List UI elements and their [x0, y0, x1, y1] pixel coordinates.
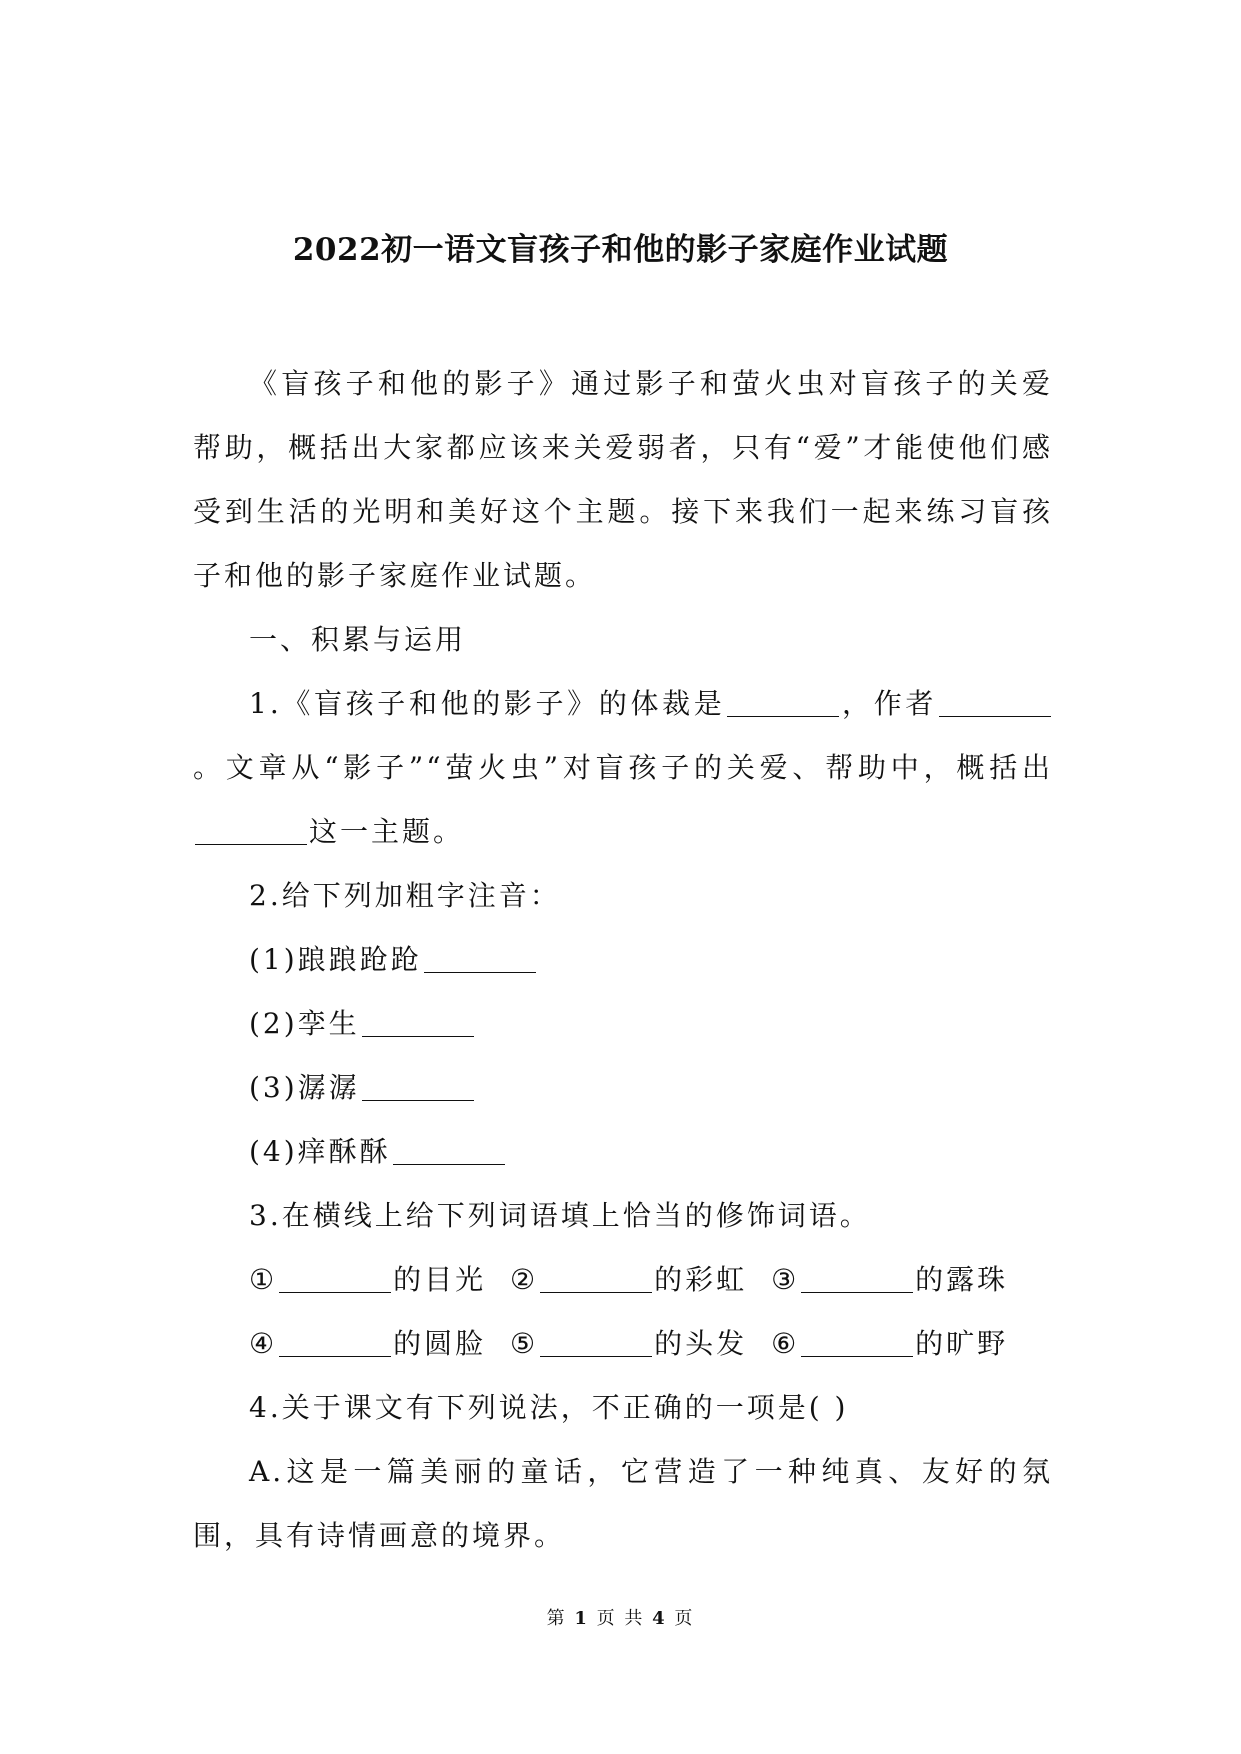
- document-title: 2022初一语文盲孩子和他的影子家庭作业试题: [292, 232, 949, 268]
- question-2-item: [193, 1056, 1053, 1120]
- answer-blank: [801, 1327, 913, 1357]
- answer-blank: [540, 1263, 652, 1293]
- item-word: 的目光: [393, 1263, 487, 1296]
- item-word: 的圆脸: [393, 1327, 487, 1360]
- item-number: ②: [510, 1263, 539, 1296]
- question-2-item-text: (3)潺潺: [249, 1071, 360, 1104]
- question-3-prompt: 3.在横线上给下列词语填上恰当的修饰词语。: [249, 1199, 871, 1232]
- question-3-item: [771, 1263, 1008, 1296]
- answer-blank: [195, 815, 307, 845]
- answer-blank: [279, 1263, 391, 1293]
- item-word: 的旷野: [915, 1327, 1009, 1360]
- footer-prefix: 第: [546, 1608, 567, 1629]
- question-2-item: [193, 1120, 1053, 1184]
- item-word: 的头发: [654, 1327, 748, 1360]
- question-4-option-a: A.这是一篇美丽的童话，它营造了一种纯真、友好的氛围，具有诗情画意的境界。: [193, 1455, 1053, 1552]
- question-1: [193, 672, 1053, 864]
- section-heading: 一、积累与运用: [249, 623, 467, 656]
- question-3-row: [193, 1312, 1053, 1376]
- question-1-text-a: 1.《盲孩子和他的影子》的体裁是: [249, 687, 726, 720]
- question-2-item: [193, 928, 1053, 992]
- answer-blank: [424, 943, 536, 973]
- question-3-item: [249, 1327, 486, 1360]
- footer-total-pages: 4: [652, 1608, 667, 1629]
- question-2-item: [193, 992, 1053, 1056]
- answer-blank: [939, 687, 1051, 717]
- document-body: [193, 352, 1053, 1568]
- item-number: ④: [249, 1327, 278, 1360]
- page-footer: [0, 1604, 1241, 1630]
- footer-middle: 页 共: [596, 1608, 645, 1629]
- item-number: ⑥: [771, 1327, 800, 1360]
- answer-blank: [362, 1071, 474, 1101]
- answer-blank: [393, 1135, 505, 1165]
- question-3-item: [510, 1263, 747, 1296]
- question-1-text-d: 这一主题。: [309, 815, 465, 848]
- question-3-item: [510, 1327, 747, 1360]
- question-3-row: [193, 1248, 1053, 1312]
- answer-blank: [801, 1263, 913, 1293]
- question-2-item-text: (1)踉踉跄跄: [249, 943, 422, 976]
- question-3-item: [249, 1263, 486, 1296]
- item-word: 的露珠: [915, 1263, 1009, 1296]
- item-number: ③: [771, 1263, 800, 1296]
- item-number: ①: [249, 1263, 278, 1296]
- intro-paragraph: 《盲孩子和他的影子》通过影子和萤火虫对盲孩子的关爱帮助，概括出大家都应该来关爱弱者，只有“爱”才能使他们感受到生活的光明和美好这个主题。接下来我们一起来练习盲孩子和他的影子家庭作业试题。: [193, 367, 1053, 592]
- question-4-prompt: 4.关于课文有下列说法，不正确的一项是( ): [249, 1391, 849, 1424]
- item-word: 的彩虹: [654, 1263, 748, 1296]
- item-number: ⑤: [510, 1327, 539, 1360]
- question-1-text-b: ，作者: [841, 687, 937, 720]
- question-3-item: [771, 1327, 1008, 1360]
- answer-blank: [279, 1327, 391, 1357]
- question-2-item-text: (4)痒酥酥: [249, 1135, 391, 1168]
- question-2-prompt: 2.给下列加粗字注音：: [249, 879, 561, 912]
- answer-blank: [362, 1007, 474, 1037]
- question-2-item-text: (2)孪生: [249, 1007, 360, 1040]
- answer-blank: [540, 1327, 652, 1357]
- question-1-text-c: 。文章从“影子”“萤火虫”对盲孩子的关爱、帮助中，概括出: [193, 751, 1053, 784]
- footer-suffix: 页: [674, 1608, 695, 1629]
- footer-current-page: 1: [574, 1608, 589, 1629]
- answer-blank: [727, 687, 839, 717]
